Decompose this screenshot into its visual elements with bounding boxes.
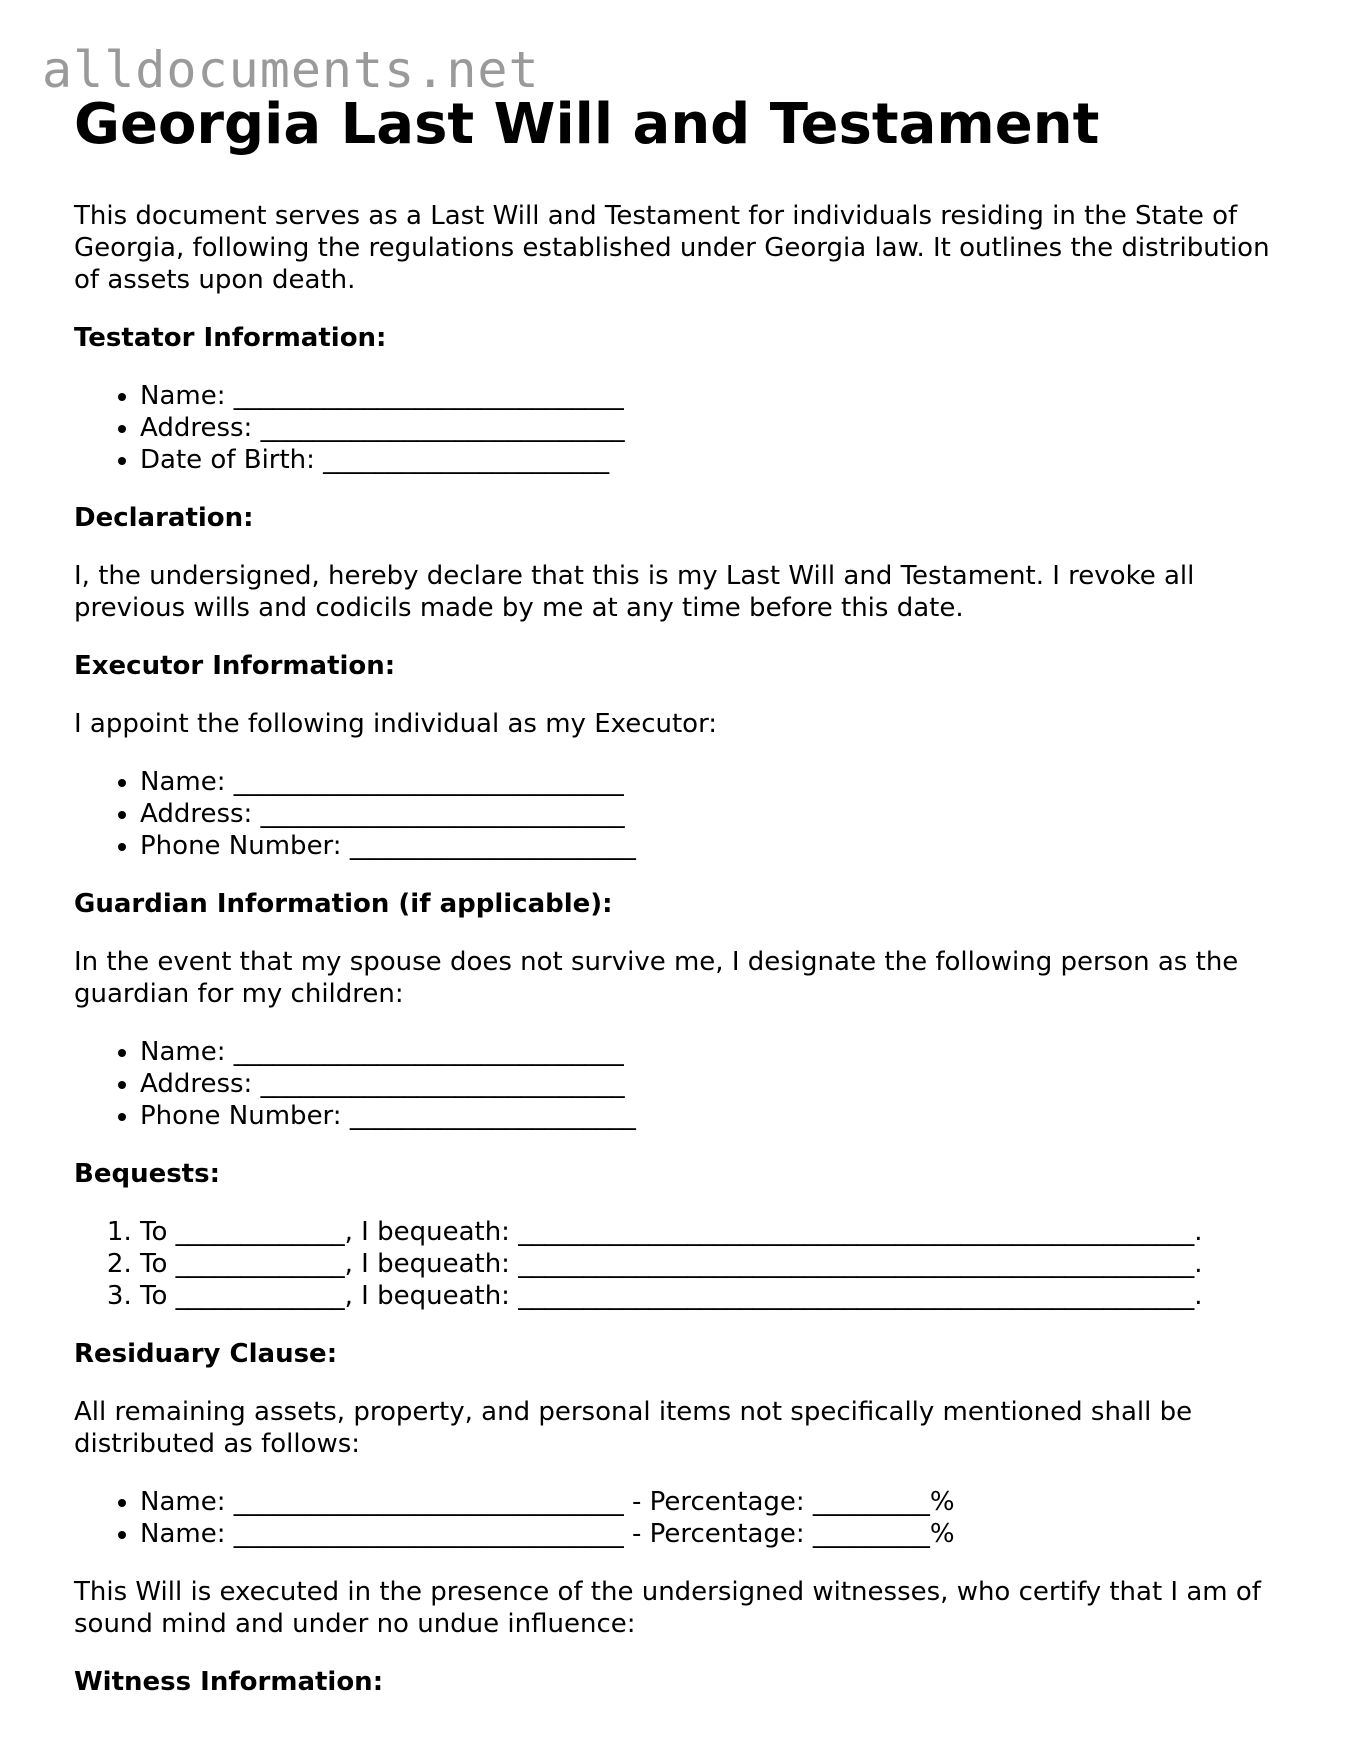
residuary-heading: Residuary Clause: (74, 1339, 338, 1369)
residuary-beneficiary-field[interactable]: • Name: ______________________________ - Percentage: _________% (140, 1518, 1294, 1550)
residuary-beneficiary-field[interactable]: • Name: ______________________________ - Percentage: _________% (140, 1486, 1294, 1518)
guardian-list (74, 1036, 1294, 1132)
guardian-address-field[interactable]: • Address: ____________________________ (140, 1068, 1294, 1100)
guardian-phone-field[interactable]: • Phone Number: ______________________ (140, 1100, 1294, 1132)
bequests-list (74, 1216, 1294, 1312)
execution-text: This Will is executed in the presence of the undersigned witnesses, who certify that I am of sound mind and under no undue influence: (74, 1577, 1261, 1639)
declaration-heading: Declaration: (74, 503, 254, 533)
declaration-text: I, the undersigned, hereby declare that this is my Last Will and Testament. I revoke all previous wills and codicils made by me at any time before this date. (74, 561, 1195, 623)
testator-list (74, 380, 1294, 476)
document-title: Georgia Last Will and Testament (74, 92, 1100, 157)
bequest-item[interactable]: 3. To _____________, I bequeath: ____________________________________________________. (140, 1280, 1294, 1312)
watermark: alldocuments.net (42, 41, 540, 99)
executor-heading: Executor Information: (74, 651, 396, 681)
executor-name-field[interactable]: • Name: ______________________________ (140, 766, 1294, 798)
residuary-text: All remaining assets, property, and personal items not specifically mentioned shall be distributed as follows: (74, 1397, 1193, 1459)
testator-name-field[interactable]: • Name: ______________________________ (140, 380, 1294, 412)
guardian-heading: Guardian Information (if applicable): (74, 889, 613, 919)
executor-address-field[interactable]: • Address: ____________________________ (140, 798, 1294, 830)
residuary-list (74, 1486, 1294, 1550)
testator-address-field[interactable]: • Address: ____________________________ (140, 412, 1294, 444)
testator-heading: Testator Information: (74, 323, 387, 353)
guardian-text: In the event that my spouse does not survive me, I designate the following person as the guardian for my children: (74, 947, 1239, 1009)
witness-heading: Witness Information: (74, 1667, 384, 1697)
executor-list (74, 766, 1294, 862)
intro-paragraph: This document serves as a Last Will and Testament for individuals residing in the State of Georgia, following the regulations established under Georgia law. It outlines the distribution of assets upon death. (74, 201, 1270, 295)
bequest-item[interactable]: 1. To _____________, I bequeath: ____________________________________________________. (140, 1216, 1294, 1248)
bequest-item[interactable]: 2. To _____________, I bequeath: ____________________________________________________. (140, 1248, 1294, 1280)
executor-phone-field[interactable]: • Phone Number: ______________________ (140, 830, 1294, 862)
executor-text: I appoint the following individual as my Executor: (74, 709, 718, 739)
document-page (74, 92, 1294, 1724)
testator-dob-field[interactable]: • Date of Birth: ______________________ (140, 444, 1294, 476)
guardian-name-field[interactable]: • Name: ______________________________ (140, 1036, 1294, 1068)
bequests-heading: Bequests: (74, 1159, 220, 1189)
